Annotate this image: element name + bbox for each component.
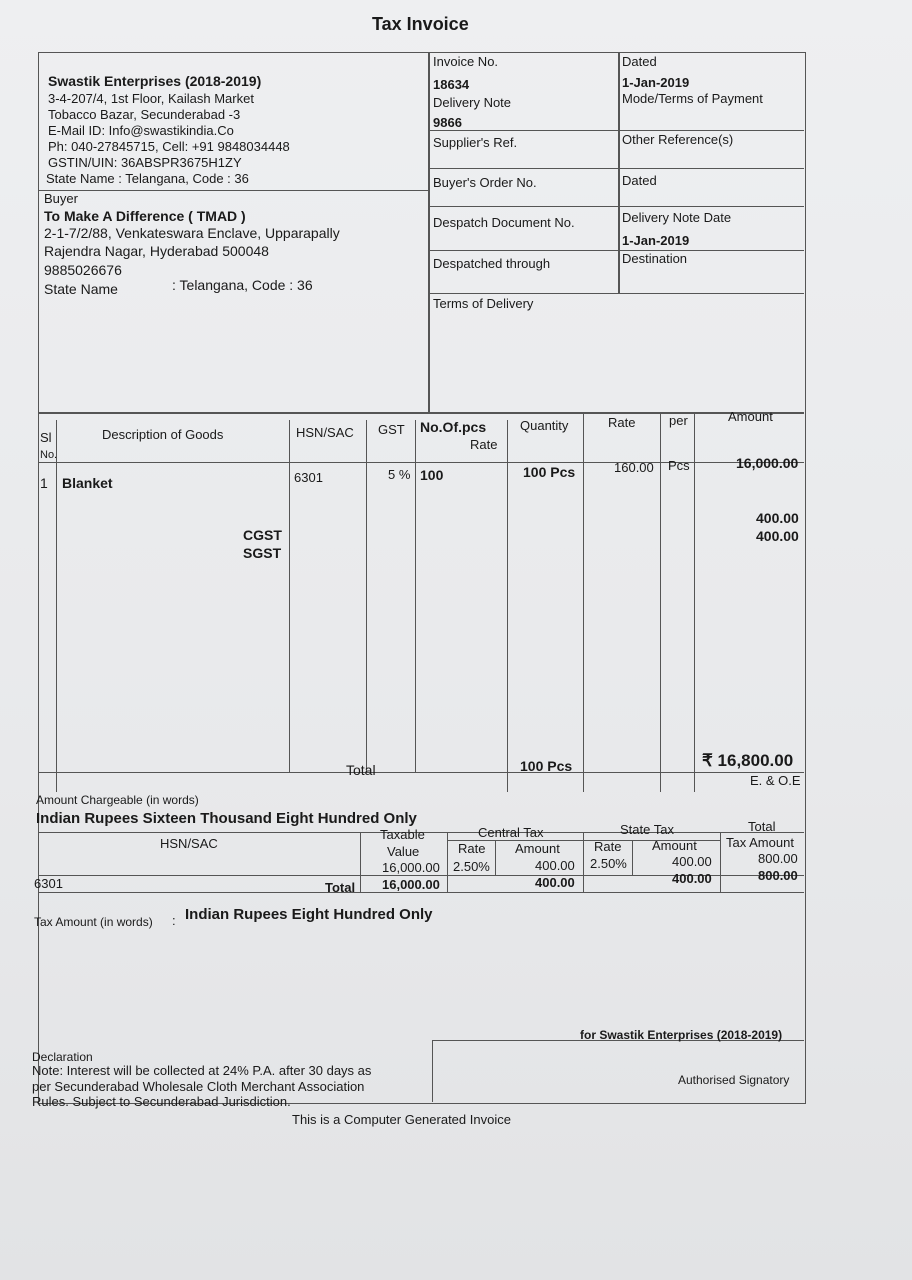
buyer-name: To Make A Difference ( TMAD )	[44, 208, 246, 224]
tax-col-rule	[720, 832, 721, 892]
despatched-through-label: Despatched through	[433, 256, 551, 271]
signature-for: for Swastik Enterprises (2018-2019)	[580, 1028, 783, 1042]
col-amount: Amount	[728, 409, 773, 424]
col-gst-rate: Rate	[470, 437, 498, 452]
seller-address-1: 3-4-207/4, 1st Floor, Kailash Market	[48, 91, 254, 106]
tax-state-rate-header: Rate	[594, 839, 622, 854]
invoice-no-label: Invoice No.	[433, 54, 499, 69]
seller-address-2: Tobacco Bazar, Secunderabad -3	[48, 107, 241, 122]
tax-col-rule	[632, 840, 633, 875]
item-sl: 1	[40, 475, 48, 491]
col-hsn: HSN/SAC	[296, 425, 354, 440]
col-no: No.	[40, 449, 58, 461]
col-rate: Rate	[608, 415, 636, 430]
item-hsn: 6301	[294, 470, 323, 485]
tax-taxable-header-2: Value	[387, 844, 420, 859]
delivery-note-date-value: 1-Jan-2019	[622, 233, 690, 248]
buyer-address-2: Rajendra Nagar, Hyderabad 500048	[44, 243, 269, 259]
total-quantity: 100 Pcs	[520, 758, 573, 774]
tax-row-hsn: 6301	[34, 876, 63, 891]
dated-label: Dated	[622, 54, 657, 69]
tax-row-taxable: 16,000.00	[382, 860, 440, 875]
computer-generated-footer: This is a Computer Generated Invoice	[292, 1112, 511, 1127]
meta-rule	[428, 250, 804, 251]
tax-total-label: Total	[325, 880, 356, 895]
tax-col-rule	[360, 832, 361, 892]
tax-row-total: 800.00	[758, 851, 798, 866]
tax-row-s-amount: 400.00	[672, 854, 712, 869]
col-per: per	[669, 413, 688, 428]
mode-terms-label: Mode/Terms of Payment	[622, 91, 763, 106]
buyer-label: Buyer	[44, 191, 78, 206]
amount-words-label: Amount Chargeable (in words)	[36, 793, 199, 807]
tax-total-header-1: Total	[748, 819, 776, 834]
declaration-label: Declaration	[32, 1050, 93, 1064]
tax-amount-cgst: 400.00	[756, 510, 799, 526]
divider-top-vertical	[428, 52, 430, 412]
seller-email: E-Mail ID: Info@swastikindia.Co	[48, 123, 234, 138]
item-pcs: 100	[420, 467, 444, 483]
col-rule	[583, 412, 584, 792]
seller-gstin: GSTIN/UIN: 36ABSPR3675H1ZY	[48, 155, 242, 170]
tax-amount-sgst: 400.00	[756, 528, 799, 544]
declaration-line-3: Rules. Subject to Secunderabad Jurisdiction.	[32, 1094, 291, 1109]
suppliers-ref-label: Supplier's Ref.	[433, 135, 518, 150]
divider-meta-vertical	[618, 52, 620, 294]
dated-value: 1-Jan-2019	[622, 75, 690, 90]
buyer-address-1: 2-1-7/2/88, Venkateswara Enclave, Upparapally	[44, 225, 340, 241]
signature-box-left	[432, 1040, 433, 1102]
tax-col-rule	[583, 832, 584, 892]
seller-buyer-rule	[38, 190, 428, 191]
buyer-state-value: : Telangana, Code : 36	[172, 277, 313, 293]
tax-row-c-rate: 2.50%	[453, 859, 490, 874]
eoe-text: E. & O.E	[750, 773, 801, 788]
meta-rule	[428, 168, 804, 169]
amount-words-value: Indian Rupees Sixteen Thousand Eight Hundred Only	[36, 810, 417, 827]
tax-central-header: Central Tax	[478, 825, 544, 840]
item-description: Blanket	[62, 475, 113, 491]
tax-total-c-amount: 400.00	[535, 875, 575, 890]
invoice-title: Tax Invoice	[372, 14, 469, 34]
total-label: Total	[346, 762, 376, 778]
col-pcs: No.Of.pcs	[420, 419, 487, 435]
declaration-line-2: per Secunderabad Wholesale Cloth Merchant Association	[32, 1079, 365, 1094]
tax-name-sgst: SGST	[243, 545, 282, 561]
meta-rule	[428, 206, 804, 207]
col-rule	[415, 420, 416, 772]
tax-total-amount: 800.00	[758, 868, 798, 883]
item-rate: 160.00	[614, 460, 654, 475]
tax-table-bottom-rule	[38, 892, 804, 893]
invoice-no-value: 18634	[433, 77, 470, 92]
total-amount: ₹ 16,800.00	[702, 751, 794, 770]
destination-label: Destination	[622, 251, 688, 266]
tax-words-value: Indian Rupees Eight Hundred Only	[185, 906, 433, 923]
items-top-rule	[38, 412, 804, 414]
col-quantity: Quantity	[520, 418, 569, 433]
meta-rule	[428, 130, 804, 131]
tax-total-s-amount: 400.00	[672, 871, 712, 886]
col-rule	[660, 412, 661, 792]
despatch-doc-label: Despatch Document No.	[433, 215, 575, 230]
tax-row-c-amount: 400.00	[535, 858, 575, 873]
tax-state-header: State Tax	[620, 822, 674, 837]
seller-name: Swastik Enterprises (2018-2019)	[48, 73, 262, 89]
tax-taxable-header-1: Taxable	[380, 827, 425, 842]
buyers-order-label: Buyer's Order No.	[433, 175, 537, 190]
other-ref-label: Other Reference(s)	[622, 132, 734, 147]
tax-central-amount-header: Amount	[515, 841, 560, 856]
col-gst: GST	[378, 422, 405, 437]
col-rule	[289, 420, 290, 772]
tax-total-header-2: Tax Amount	[726, 835, 794, 850]
tax-central-rate-header: Rate	[458, 841, 486, 856]
seller-state: State Name : Telangana, Code : 36	[46, 171, 249, 186]
col-rule	[366, 420, 367, 772]
seller-phone: Ph: 040-27845715, Cell: +91 9848034448	[48, 139, 290, 154]
tax-words-sep: :	[172, 913, 176, 928]
delivery-note-label: Delivery Note	[433, 95, 512, 110]
delivery-note-date-label: Delivery Note Date	[622, 210, 732, 225]
tax-col-rule	[495, 840, 496, 875]
meta-rule	[428, 293, 804, 294]
declaration-line-1: Note: Interest will be collected at 24% P.A. after 30 days as	[32, 1063, 372, 1078]
col-description: Description of Goods	[102, 427, 224, 442]
col-rule	[56, 420, 57, 792]
tax-total-taxable: 16,000.00	[382, 877, 440, 892]
terms-delivery-label: Terms of Delivery	[433, 296, 534, 311]
tax-col-rule	[447, 832, 448, 892]
buyer-phone: 9885026676	[44, 262, 122, 278]
delivery-note-value: 9866	[433, 115, 462, 130]
item-amount: 16,000.00	[736, 455, 799, 471]
tax-name-cgst: CGST	[243, 527, 282, 543]
item-quantity: 100 Pcs	[523, 464, 576, 480]
item-per: Pcs	[668, 458, 690, 473]
dated2-label: Dated	[622, 173, 657, 188]
buyer-state-label: State Name	[44, 281, 118, 297]
tax-words-label: Tax Amount (in words)	[34, 915, 153, 929]
item-gst: 5 %	[388, 467, 411, 482]
col-rule	[507, 420, 508, 792]
authorised-signatory: Authorised Signatory	[678, 1073, 790, 1087]
col-rule	[694, 412, 695, 792]
tax-row-s-rate: 2.50%	[590, 856, 627, 871]
tax-hsn-header: HSN/SAC	[160, 836, 218, 851]
tax-state-amount-header: Amount	[652, 838, 697, 853]
col-sl: Sl	[40, 430, 52, 445]
items-bottom-rule	[38, 772, 804, 773]
